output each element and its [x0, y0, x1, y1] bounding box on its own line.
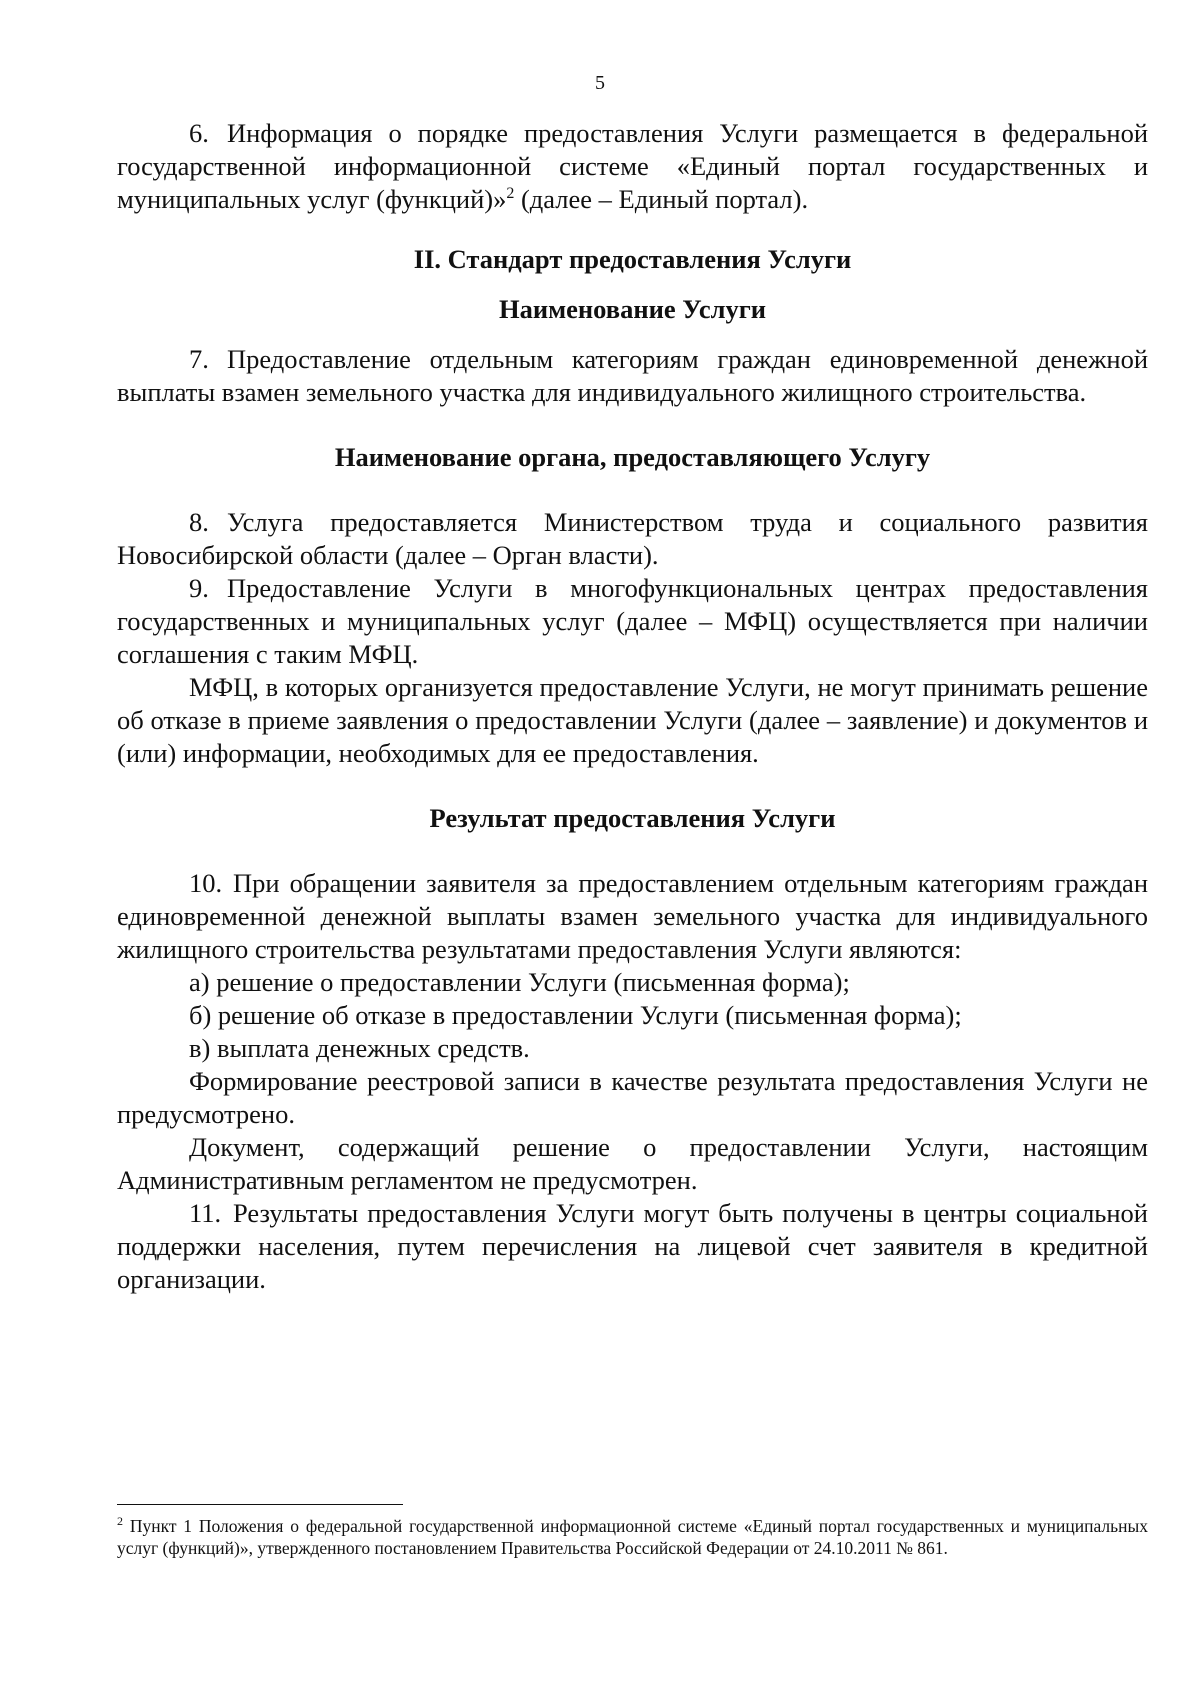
section-title: II. Стандарт предоставления Услуги — [413, 244, 852, 274]
paragraph-number: 6. — [189, 118, 209, 148]
paragraph-text: Результаты предоставления Услуги могут быть получены в центры социальной поддержки населения, путем перечисления на лицевой счет заявителя в кредитной организации. — [117, 1198, 1148, 1294]
footnote-text: Пункт 1 Положения о федеральной государственной информационной системе «Единый портал государственных и муниципальных услуг (функций)», утвержденного постановлением Правительства Российской Федерации от 24.10.2011 № 861. — [117, 1516, 1148, 1558]
paragraph-registry-record: Формирование реестровой записи в качестве результата предоставления Услуги не предусмотрено. — [117, 1066, 1148, 1129]
list-item-b: б) решение об отказе в предоставлении Услуги (письменная форма); — [189, 1000, 962, 1030]
list-item-a: а) решение о предоставлении Услуги (письменная форма); — [189, 967, 850, 997]
footnote — [117, 1515, 1148, 1559]
paragraph-text: Информация о порядке предоставления Услуги размещается в федеральной государственной информационной системе «Единый портал государственных и муниципальных услуг (функций)» — [117, 118, 1148, 214]
document-body — [117, 117, 1148, 1296]
paragraph-8 — [117, 506, 1148, 572]
paragraph-6 — [117, 117, 1148, 216]
paragraph-number: 11. — [189, 1198, 222, 1228]
paragraph-number: 10. — [189, 868, 223, 898]
heading-service-name: Наименование Услуги — [498, 294, 767, 324]
heading-authority: Наименование органа, предоставляющего Услугу — [334, 442, 931, 472]
paragraph-11 — [117, 1197, 1148, 1296]
list-item-c: в) выплата денежных средств. — [189, 1033, 530, 1063]
footnote-divider — [117, 1504, 403, 1505]
paragraph-number: 8. — [189, 507, 209, 537]
paragraph-number: 7. — [189, 344, 209, 374]
paragraph-number: 9. — [189, 573, 209, 603]
paragraph-text: Предоставление отдельным категориям граждан единовременной денежной выплаты взамен земельного участка для индивидуального жилищного строительства. — [117, 344, 1148, 407]
page-number: 5 — [595, 72, 605, 94]
paragraph-text: Услуга предоставляется Министерством труда и социального развития Новосибирской области (далее – Орган власти). — [117, 507, 1148, 570]
paragraph-text: При обращении заявителя за предоставлением отдельным категориям граждан единовременной денежной выплаты взамен земельного участка для индивидуального жилищного строительства результатами предоставления Услуги являются: — [117, 868, 1148, 964]
paragraph-text: Предоставление Услуги в многофункциональных центрах предоставления государственных и муниципальных услуг (далее – МФЦ) осуществляется при наличии соглашения с таким МФЦ. — [117, 573, 1148, 669]
paragraph-7 — [117, 343, 1148, 409]
footnote-reference: 2 — [506, 185, 515, 203]
paragraph-text-continued: (далее – Единый портал). — [514, 184, 809, 214]
footnote-mark: 2 — [117, 1514, 123, 1529]
paragraph-decision-document: Документ, содержащий решение о предоставлении Услуги, настоящим Административным регламентом не предусмотрен. — [117, 1132, 1148, 1195]
paragraph-9 — [117, 572, 1148, 671]
heading-result: Результат предоставления Услуги — [429, 803, 836, 833]
paragraph-10 — [117, 867, 1148, 966]
paragraph-9-continued: МФЦ, в которых организуется предоставление Услуги, не могут принимать решение об отказе в приеме заявления о предоставлении Услуги (далее – заявление) и документов и (или) информации, необходимых для ее предоставления. — [117, 672, 1148, 768]
